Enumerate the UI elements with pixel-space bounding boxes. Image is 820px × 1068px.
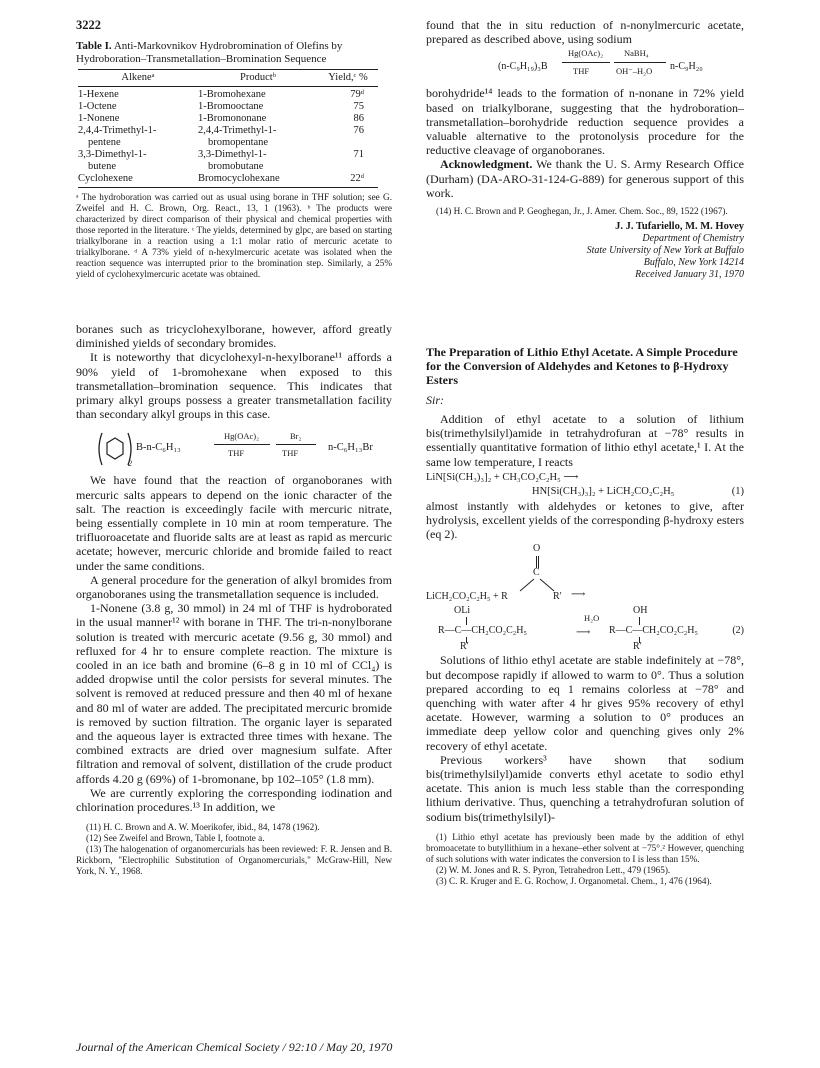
body-paragraph: Solutions of lithio ethyl acetate are stable indefinitely at −78°, but decompose rapidly if allowed to warm to 0°. Thus a solution prepared according to eq 1 remains colorless at −78° and quenching with water after 4 hr gives 95% recovery of ethyl acetate. However, warming a solution to 0° produces an immediate deep yellow color and quenching gives only 2% recovery of ethyl acetate. (426, 653, 744, 753)
footnote: (11) H. C. Brown and A. W. Moerikofer, ibid., 84, 1478 (1962). (86, 822, 320, 833)
table-cell: 2,4,4-Trimethyl-1- (198, 125, 277, 136)
table-row (78, 87, 378, 102)
body-paragraph: 1-Nonene (3.8 g, 30 mmol) in 24 ml of THF is hydroborated in the usual manner¹² with borane in THF. The tri-n-nonylborane solution is treated with mercuric acetate (9.56 g, 30 mmol) and refluxed for 4 hr to ensure complete reaction. The mixture is cooled in an ice bath and bromine (6–8 g in 10 ml of CCl₄) is added dropwise until the color persists for several minutes. The solvent is removed at reduced pressure and then 40 ml of hexane and 80 ml of water are added. The precipitated mercuric bromide is removed by suction filtration. The organic layer is separated and the aqueous layer is extracted three times with hexane. The combined extracts are dried over magnesium sulfate. After filtration and removal of solvent, distillation of the crude product affords 4.20 g (69%) of 1-bromonane, bp 102–105° (1.8 mm). (76, 601, 392, 786)
water-reagent: H₂O (584, 613, 600, 624)
table-header: Productᵇ (198, 70, 318, 87)
author-university: State University of New York at Buffalo (586, 245, 744, 257)
footnote: (13) The halogenation of organomercurials has been reviewed: F. R. Jensen and B. Rickborn, "Electrophilic Substitution of Organomercurials," McGraw-Hill, New York, N. Y., 1968. (76, 844, 392, 877)
author-city: Buffalo, New York 14214 (643, 257, 744, 269)
author-signature (426, 221, 744, 281)
product-formula: n-C₉H₂₀ (670, 61, 703, 73)
reactant-formula: B-n-C₆H₁₃ (136, 442, 181, 454)
table-caption-text: Anti-Markovnikov Hydrobromination of Olefins by Hydroboration–Transmetallation–Bromination Sequence (76, 40, 343, 65)
equation-line: HN[Si(CH₃)₃]₂ + LiCH₂CO₂C₂H₅ (532, 485, 675, 497)
product-right: R—C—CH₂CO₂C₂H₅ (609, 625, 698, 637)
body-paragraph: almost instantly with aldehydes or ketones to give, after hydrolysis, excellent yields of the corresponding β-hydroxy esters (eq 2). (426, 498, 744, 542)
acknowledgment-text: We thank the U. S. Army Research Office (Durham) (DA-ARO-31-124-G-889) for generous support of this work. (426, 157, 744, 200)
left-column (76, 40, 392, 877)
article-title: The Preparation of Lithio Ethyl Acetate. A Simple Procedure for the Conversion of Aldehydes and Ketones to β-Hydroxy Esters (426, 345, 738, 388)
table-cell: 3,3-Dimethyl-1- (198, 149, 267, 160)
table-row (78, 161, 378, 173)
table-cell: bromobutane (208, 161, 264, 172)
table-cell: butene (88, 161, 116, 172)
table-row (78, 125, 378, 137)
reaction-scheme-1 (76, 421, 392, 473)
solvent-label: THF (573, 66, 590, 77)
oli-group: OLi (454, 605, 471, 617)
table-cell: Bromocyclohexane (198, 173, 318, 188)
single-bond (466, 617, 467, 625)
journal-footer: Journal of the American Chemical Society / 92:10 / May 20, 1970 (76, 1040, 393, 1054)
equation-lhs: LiCH₂CO₂C₂H₅ + R (426, 591, 508, 603)
table-cell: 22ᵈ (318, 173, 378, 188)
equation-number: (2) (732, 625, 744, 637)
left-footnotes (76, 822, 392, 877)
table-row (78, 149, 378, 161)
reagent-label: Hg(OAc)₂ (568, 48, 604, 59)
body-paragraph: found that the in situ reduction of n-nonylmercuric acetate, prepared as described above, using sodium (426, 18, 744, 47)
author-names: J. J. Tufariello, M. M. Hovey (615, 221, 744, 233)
table-cell: pentene (88, 137, 121, 148)
body-paragraph: Addition of ethyl acetate to a solution of lithium bis(trimethylsilyl)amide in tetrahydrofuran at −78° results in essentially quantitative formation of lithio ethyl acetate,¹ I. At the same low temperature, I reacts (426, 412, 744, 469)
table-cell: Cyclohexene (78, 173, 198, 188)
table-header: Yield,ᶜ % (318, 70, 378, 87)
body-paragraph: It is noteworthy that dicyclohexyl-n-hexylborane¹¹ affords a 90% yield of 1-bromohexane when exposed to this transmetallation–bromination sequence. This indicates that primary alkyl groups possess a greater transmetallation facility than secondary alkyl groups in this case. (76, 350, 392, 422)
table-notes: ᵃ The hydroboration was carried out as usual using borane in THF solution; see G. Zweifel and H. C. Brown, Org. React., 13, 1 (1963). ᵇ The products were characterized by direct comparison of their physical and chemical properties with those reported in the literature. ᶜ The yields, determined by glpc, are based on starting trialkylborane in a reaction using a 1:1 molar ratio of mercuric acetate to trialkylborane. ᵈ A 73% yield of n-hexylmercuric acetate was isolated when the reaction sequence was interrupted prior to the bromination step. Similarly, a 25% yield of cyclohexylmercuric acetate was obtained. (76, 192, 392, 279)
table-cell: bromopentane (208, 137, 269, 148)
equation-line: LiN[Si(CH₃)₃]₂ + CH₃CO₂C₂H₅ ⟶ (426, 471, 579, 483)
equation-number: (1) (731, 485, 744, 497)
reagent-label: Br₂ (290, 431, 302, 442)
footnote: (1) Lithio ethyl acetate has previously been made by the addition of ethyl bromoacetate to butyllithium in a hexane–ether solvent at −75°.² However, quenching of such solutions with water indicates the conversion to I is less than 15%. (426, 831, 744, 864)
product-left: R—C—CH₂CO₂C₂H₅ (438, 625, 527, 637)
reaction-arrow (562, 62, 610, 63)
body-paragraph: borohydride¹⁴ leads to the formation of n-nonane in 72% yield based on trialkylborane, suggesting that the hydroboration–transmetallation–borohydride reduction sequence provides a valuable alternative to the protonolysis procedure for the reductive cleavage of organoboranes. (426, 86, 744, 158)
footnote: (3) C. R. Kruger and E. G. Rochow, J. Organometal. Chem., 1, 476 (1964). (436, 875, 712, 886)
acknowledgment-label: Acknowledgment. (440, 157, 533, 172)
table-cell: 1-Hexene (78, 89, 119, 100)
table-cell (318, 137, 378, 149)
reaction-scheme-2 (426, 46, 744, 86)
footnote: (14) H. C. Brown and P. Geoghegan, Jr., J. Amer. Chem. Soc., 89, 1522 (1967). (436, 206, 728, 217)
reaction-arrow (214, 444, 270, 445)
body-paragraph: boranes such as tricyclohexylborane, however, afford greatly diminished yields of secondary bromides. (76, 322, 392, 351)
r-prime-right: R′ (633, 641, 642, 653)
acknowledgment (426, 157, 744, 200)
reaction-arrow: ⟶ (571, 589, 586, 601)
r-prime-group: R′ (553, 591, 562, 603)
footnote: (2) W. M. Jones and R. S. Pyron, Tetrahedron Lett., 479 (1965). (436, 864, 671, 875)
table-cell: 76 (353, 125, 364, 136)
table-cell: 79ᵈ (350, 89, 364, 100)
table-cell: 75 (353, 101, 364, 112)
product-formula: n-C₆H₁₃Br (328, 442, 373, 454)
r-prime-left: R′ (460, 641, 469, 653)
equation-1 (426, 469, 744, 499)
author-dept: Department of Chemistry (642, 233, 744, 245)
reaction-arrow (276, 444, 316, 445)
right-column (426, 18, 744, 887)
reagent-label: Hg(OAc)₂ (224, 431, 260, 442)
table-caption-label: Table I. (76, 40, 112, 52)
carbon-atom: C (533, 567, 540, 579)
table-header: Alkeneᵃ (78, 70, 198, 87)
oh-group: OH (633, 605, 648, 617)
table-cell: 86 (353, 113, 364, 124)
table-cell: 1-Nonene (78, 113, 120, 124)
single-bond (639, 617, 640, 625)
reaction-arrow: ⟶ (576, 627, 591, 639)
table-cell: 3,3-Dimethyl-1- (78, 149, 147, 160)
table-row (78, 101, 378, 113)
table-cell (318, 161, 378, 173)
table-cell: 71 (353, 149, 364, 160)
page-number: 3222 (76, 18, 101, 32)
solvent-label: OH⁻–H₂O (616, 66, 653, 77)
table-cell: 1-Octene (78, 101, 117, 112)
salutation: Sir: (426, 393, 444, 408)
footnote: (12) See Zweifel and Brown, Table I, footnote a. (86, 833, 265, 844)
body-paragraph: We have found that the reaction of organoboranes with mercuric salts appears to depend on the ionic character of the salt. The reaction is exceedingly facile with mercuric nitrate, being essentially complete in 10 min at room temperature. The trifluoroacetate and fluoride salts are at least as rapid as mercuric acetate; however, mercuric chloride and bromide failed to react under the same conditions. (76, 473, 392, 573)
subscript-multiplier: 2 (128, 459, 132, 469)
table-cell: 1-Bromononane (198, 113, 267, 124)
body-paragraph: We are currently exploring the corresponding iodination and chlorination procedures.¹³ In addition, we (76, 785, 392, 815)
reaction-arrow (614, 62, 666, 63)
table-cell: 2,4,4-Trimethyl-1- (78, 125, 157, 136)
solvent-label: THF (282, 448, 299, 459)
body-paragraph: Previous workers³ have shown that sodium bis(trimethylsilyl)amide converts ethyl acetate to sodio ethyl acetate. This anion is much less stable than the corresponding lithium derivative. Thus, quenching a tetrahydrofuran solution of sodium bis(trimethylsilyl)- (426, 752, 744, 824)
table-caption (76, 40, 392, 66)
table-row (78, 173, 378, 188)
body-paragraph: A general procedure for the generation of alkyl bromides from organoboranes using the transmetallation sequence is included. (76, 572, 392, 602)
results-table (78, 69, 378, 188)
reactant-formula: (n-C₉H₁₉)₃B (498, 61, 548, 73)
table-cell: 1-Bromohexane (198, 89, 266, 100)
table-row (78, 137, 378, 149)
reagent-label: NaBH₄ (624, 48, 649, 59)
table-cell: 1-Bromooctane (198, 101, 264, 112)
oxygen-atom: O (533, 543, 541, 555)
solvent-label: THF (228, 448, 245, 459)
received-date: Received January 31, 1970 (635, 269, 744, 281)
table-row (78, 113, 378, 125)
right-footnotes (426, 832, 744, 887)
equation-2 (426, 541, 744, 653)
